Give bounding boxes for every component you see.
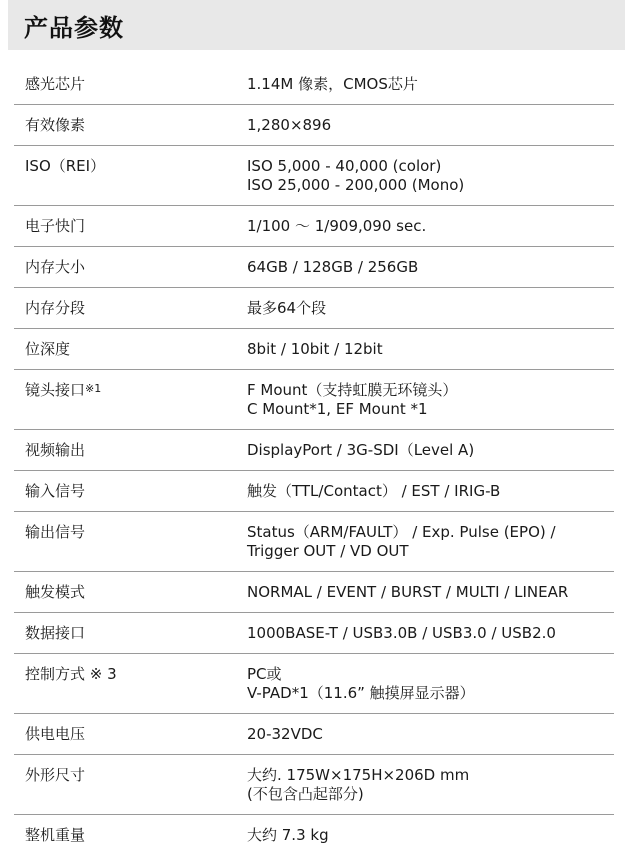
spec-label-text: 整机重量: [25, 826, 86, 844]
spec-value: [247, 116, 614, 135]
spec-label-text: 输入信号: [25, 482, 86, 500]
spec-row: [14, 572, 614, 613]
spec-value-line: (不包含凸起部分): [247, 785, 364, 803]
spec-row: [14, 471, 614, 512]
spec-value-line: 64GB / 128GB / 256GB: [247, 258, 419, 276]
spec-value: [247, 665, 614, 703]
spec-row: [14, 247, 614, 288]
spec-label: [14, 725, 247, 744]
spec-label-text: 数据接口: [25, 624, 86, 642]
spec-row: [14, 613, 614, 654]
spec-label-text: ISO（REI）: [25, 157, 106, 175]
spec-table: [14, 64, 614, 855]
spec-value-line: ISO 25,000 - 200,000 (Mono): [247, 176, 465, 194]
spec-value-line: NORMAL / EVENT / BURST / MULTI / LINEAR: [247, 583, 569, 601]
spec-row: [14, 146, 614, 206]
spec-label-text: 电子快门: [25, 217, 86, 235]
spec-value: [247, 441, 614, 460]
spec-row: [14, 105, 614, 146]
spec-label-text: 视频输出: [25, 441, 86, 459]
spec-value-line: 1,280×896: [247, 116, 332, 134]
spec-value-line: 大约. 175W×175H×206D mm: [247, 766, 470, 784]
spec-label-text: 镜头接口: [25, 381, 86, 399]
spec-value-line: Status（ARM/FAULT） / Exp. Pulse (EPO) /: [247, 523, 556, 541]
spec-label-text: 供电电压: [25, 725, 86, 743]
spec-value-line: 8bit / 10bit / 12bit: [247, 340, 383, 358]
spec-value-line: Trigger OUT / VD OUT: [247, 542, 409, 560]
spec-value-line: PC或: [247, 665, 282, 683]
spec-footnote-mark: ※1: [85, 382, 102, 395]
spec-value-line: 1.14M 像素，CMOS芯片: [247, 75, 418, 93]
spec-value-line: 触发（TTL/Contact） / EST / IRIG-B: [247, 482, 501, 500]
spec-label: [14, 340, 247, 359]
spec-value: [247, 624, 614, 643]
spec-label-text: 触发模式: [25, 583, 86, 601]
spec-value: [247, 217, 614, 236]
spec-value: [247, 766, 614, 804]
spec-label: [14, 826, 247, 845]
spec-row: [14, 370, 614, 430]
spec-label-text: 输出信号: [25, 523, 86, 541]
spec-row: [14, 64, 614, 105]
spec-label: [14, 482, 247, 501]
spec-value: [247, 299, 614, 318]
spec-label: [14, 441, 247, 460]
spec-label-text: 内存分段: [25, 299, 86, 317]
spec-value-line: 20-32VDC: [247, 725, 323, 743]
spec-label: [14, 157, 247, 195]
spec-value: [247, 340, 614, 359]
page-title: 产品参数: [24, 13, 124, 42]
spec-row: [14, 288, 614, 329]
spec-value-line: V-PAD*1（11.6” 触摸屏显示器）: [247, 684, 475, 702]
spec-label: [14, 624, 247, 643]
spec-label-text: 外形尺寸: [25, 766, 86, 784]
spec-label-text: 有效像素: [25, 116, 86, 134]
spec-value: [247, 258, 614, 277]
spec-value-line: ISO 5,000 - 40,000 (color): [247, 157, 442, 175]
spec-label-text: 感光芯片: [25, 75, 86, 93]
spec-value-line: 1/100 ～ 1/909,090 sec.: [247, 217, 427, 235]
spec-label: [14, 583, 247, 602]
spec-value-line: F Mount（支持虹膜无环镜头）: [247, 381, 458, 399]
spec-row: [14, 654, 614, 714]
spec-value: [247, 157, 614, 195]
spec-value: [247, 381, 614, 419]
spec-value: [247, 523, 614, 561]
page-header: [8, 0, 625, 50]
spec-value: [247, 482, 614, 501]
spec-value-line: 1000BASE-T / USB3.0B / USB3.0 / USB2.0: [247, 624, 556, 642]
spec-label: [14, 75, 247, 94]
spec-row: [14, 815, 614, 855]
spec-label: [14, 665, 247, 703]
spec-label: [14, 258, 247, 277]
spec-label: [14, 116, 247, 135]
spec-row: [14, 329, 614, 370]
spec-value: [247, 583, 614, 602]
spec-value: [247, 826, 614, 845]
spec-value-line: 大约 7.3 kg: [247, 826, 329, 844]
spec-label-text: 内存大小: [25, 258, 86, 276]
spec-row: [14, 714, 614, 755]
spec-row: [14, 206, 614, 247]
spec-row: [14, 430, 614, 471]
spec-label-text: 控制方式 ※ 3: [25, 665, 117, 683]
spec-label: [14, 766, 247, 804]
spec-row: [14, 755, 614, 815]
spec-label: [14, 299, 247, 318]
spec-label: [14, 381, 247, 419]
spec-value-line: DisplayPort / 3G-SDI（Level A): [247, 441, 475, 459]
spec-row: [14, 512, 614, 572]
spec-value-line: 最多64个段: [247, 299, 327, 317]
spec-label: [14, 217, 247, 236]
spec-value: [247, 725, 614, 744]
spec-value: [247, 75, 614, 94]
spec-value-line: C Mount*1, EF Mount *1: [247, 400, 428, 418]
spec-label: [14, 523, 247, 561]
spec-label-text: 位深度: [25, 340, 71, 358]
